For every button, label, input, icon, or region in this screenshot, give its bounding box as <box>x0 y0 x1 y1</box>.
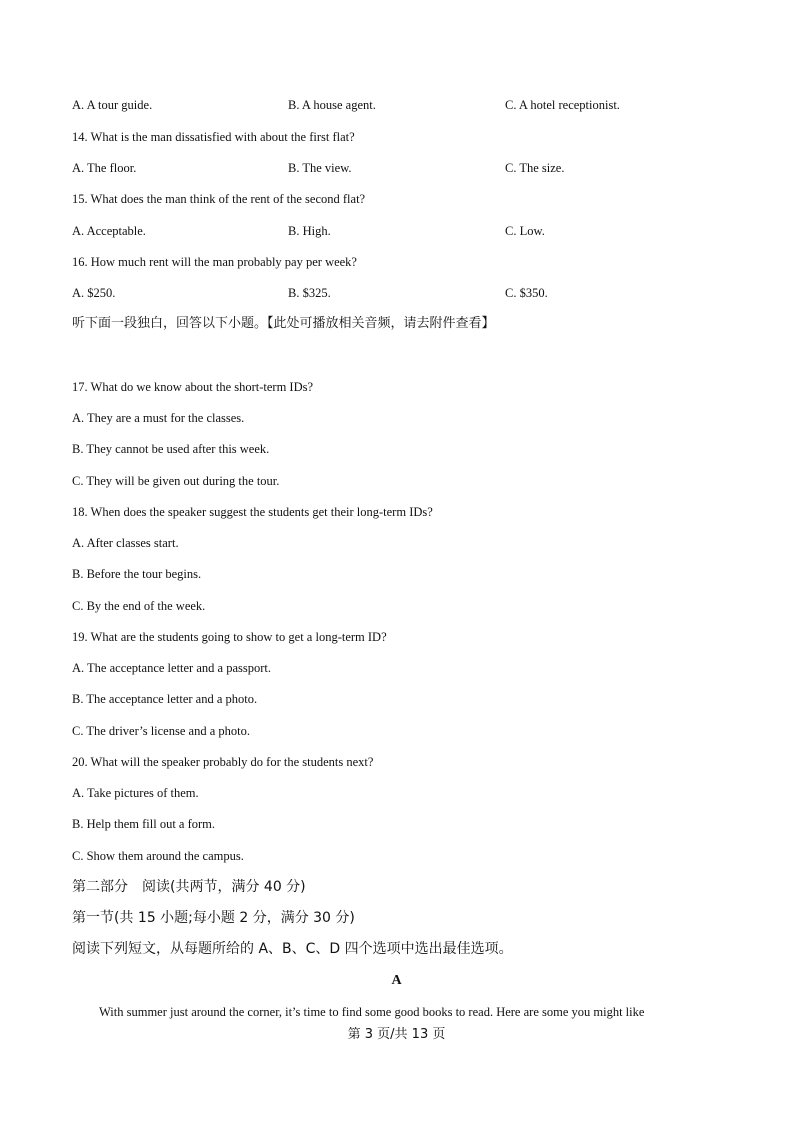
q19-option-a: A. The acceptance letter and a passport. <box>72 661 271 675</box>
q15-option-b: B. High. <box>288 224 331 238</box>
q16-option-a: A. $250. <box>72 286 116 300</box>
part2-title: 第二部分 阅读(共两节，满分 40 分) <box>72 879 306 895</box>
q18-option-c: C. By the end of the week. <box>72 599 206 613</box>
passage-label: A <box>391 973 402 988</box>
question-16: 16. How much rent will the man probably pay per week? <box>72 255 357 269</box>
monologue-instruction: 听下面一段独白，回答以下小题。【此处可播放相关音频，请去附件查看】 <box>72 316 495 331</box>
q14-option-b: B. The view. <box>288 161 352 175</box>
q13-option-c: C. A hotel receptionist. <box>505 98 620 112</box>
q18-option-a: A. After classes start. <box>72 536 179 550</box>
q17-option-c: C. They will be given out during the tour. <box>72 474 280 488</box>
q13-option-b: B. A house agent. <box>288 98 376 112</box>
section1-title: 第一节(共 15 小题;每小题 2 分，满分 30 分) <box>72 910 355 926</box>
q13-option-a: A. A tour guide. <box>72 98 153 112</box>
reading-instruction: 阅读下列短文，从每题所给的 A、B、C、D 四个选项中选出最佳选项。 <box>72 941 513 957</box>
q14-option-a: A. The floor. <box>72 161 137 175</box>
q14-option-c: C. The size. <box>505 161 565 175</box>
q19-option-b: B. The acceptance letter and a photo. <box>72 692 258 706</box>
q17-option-a: A. They are a must for the classes. <box>72 411 245 425</box>
q16-option-c: C. $350. <box>505 286 548 300</box>
question-17: 17. What do we know about the short-term IDs? <box>72 380 314 394</box>
question-18: 18. When does the speaker suggest the students get their long-term IDs? <box>72 505 433 519</box>
q20-option-b: B. Help them fill out a form. <box>72 817 216 831</box>
question-19: 19. What are the students going to show to get a long-term ID? <box>72 630 387 644</box>
question-20: 20. What will the speaker probably do for the students next? <box>72 755 374 769</box>
passage-first-line: With summer just around the corner, it’s time to find some good books to read. Here are some you might like <box>99 1005 645 1019</box>
question-14: 14. What is the man dissatisfied with about the first flat? <box>72 130 355 144</box>
page-footer: 第 3 页/共 13 页 <box>347 1027 446 1042</box>
q20-option-a: A. Take pictures of them. <box>72 786 199 800</box>
q19-option-c: C. The driver’s license and a photo. <box>72 724 250 738</box>
q20-option-c: C. Show them around the campus. <box>72 849 244 863</box>
q16-option-b: B. $325. <box>288 286 331 300</box>
question-15: 15. What does the man think of the rent of the second flat? <box>72 192 366 206</box>
q15-option-c: C. Low. <box>505 224 545 238</box>
q15-option-a: A. Acceptable. <box>72 224 146 238</box>
q17-option-b: B. They cannot be used after this week. <box>72 442 270 456</box>
q18-option-b: B. Before the tour begins. <box>72 567 202 581</box>
